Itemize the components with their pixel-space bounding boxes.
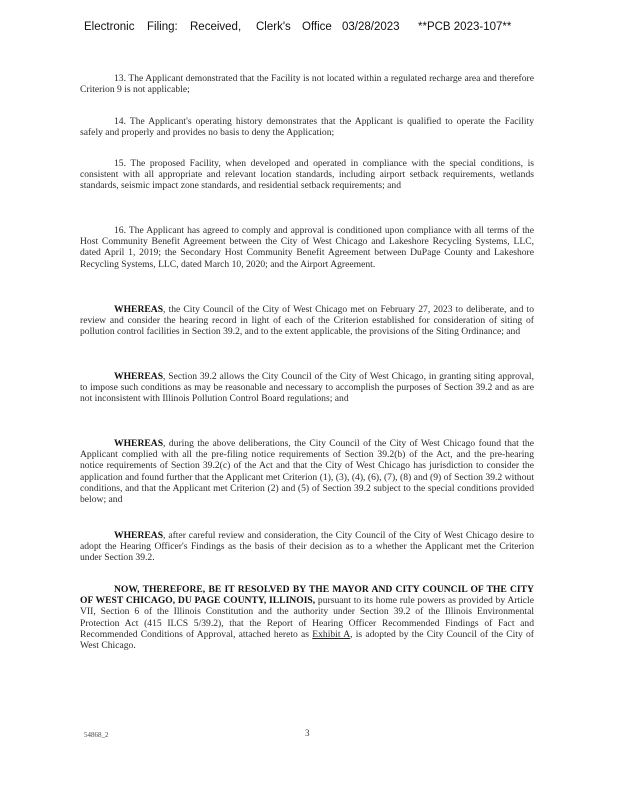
whereas-1: [80, 304, 534, 338]
header-filing: Filing:: [147, 21, 178, 33]
whereas-3: [80, 438, 534, 505]
paragraph-16-text: 16. The Applicant has agreed to comply and approval is conditioned upon compliance with all terms of the Host Community Benefit Agreement between the City of West Chicago and Lakeshore Recycling Systems, LLC, dated April 1, 2019; the Secondary Host Community Benefit Agreement between DuPage County and Lakeshore Recycling Systems, LLC, dated March 10, 2020; and the Airport Agreement.: [80, 225, 534, 270]
paragraph-13: [80, 73, 534, 95]
resolution-text: pursuant to its home rule powers as provided by Article VII, Section 6 of the Illinois Constitution and the authority under Section 39.2 of the Illinois Environmental Protection Act (415 ILCS 5/39.2), that the Report of Hearing Officer Recommended Findings of Fact and Recommended Conditions of Approval, attached hereto as: [80, 595, 534, 640]
paragraph-15-text: 15. The proposed Facility, when developed and operated in compliance with the special conditions, is consistent with all appropriate and relevant location standards, including airport setback requirements, wetlands standards, seismic impact zone standards, and residential setback requirements; and: [80, 158, 534, 192]
header-docket: **PCB 2023-107**: [418, 21, 512, 33]
whereas-4-text: , after careful review and consideration, the City Council of the City of West Chicago desire to adopt the Hearing Officer's Findings as the basis of their decision as to a whether the Applicant met the Criterion under Section 39.2.: [80, 530, 534, 564]
whereas-2: [80, 371, 534, 405]
whereas-2-text: , Section 39.2 allows the City Council of the City of West Chicago, in granting siting approval, to impose such conditions as may be reasonable and necessary to accomplish the purposes of Section 39.2 and as are not inconsistent with Illinois Pollution Control Board regulations; and: [80, 371, 534, 405]
whereas-3-keyword: WHEREAS: [114, 438, 164, 449]
whereas-2-keyword: WHEREAS: [114, 371, 164, 382]
resolution-paragraph: [80, 584, 534, 651]
whereas-1-text: , the City Council of the City of West Chicago met on February 27, 2023 to deliberate, and to review and consider the hearing record in light of each of the Criterion established for consideration of siting of pollution control facilities in Section 39.2, and to the extent applicable, the provisions of the Siting Ordinance; and: [80, 304, 534, 338]
header-office: Office: [302, 21, 332, 33]
page-number: 3: [305, 728, 310, 738]
whereas-1-keyword: WHEREAS: [114, 304, 164, 315]
header-electronic: Electronic: [84, 21, 135, 33]
header-received: Received,: [190, 21, 242, 33]
paragraph-13-text: 13. The Applicant demonstrated that the Facility is not located within a regulated recharge area and therefore Criterion 9 is not applicable;: [80, 73, 534, 96]
resolution-end: , is adopted by the City Council of the City of West Chicago.: [80, 628, 534, 652]
whereas-4-keyword: WHEREAS: [114, 530, 164, 541]
whereas-3-text: , during the above deliberations, the City Council of the City of West Chicago found that the Applicant complied with all the pre-filing notice requirements of Section 39.2(b) of the Act, and the pre-hearing notice requirements of Section 39.2(c) of the Act and that the City of West Chicago has jurisdiction to consider the application and found further that the Applicant met Criterion (1), (3), (4), (6), (7), (8) and (9) of Section 39.2 without conditions, and that the Applicant met Criterion (2) and (5) of Section 39.2 subject to the special conditions provided below; and: [80, 438, 534, 506]
paragraph-14-text: 14. The Applicant's operating history demonstrates that the Applicant is qualified to operate the Facility safely and properly and provides no basis to deny the Application;: [80, 116, 534, 139]
document-code: 54868_2: [84, 731, 109, 739]
header-date: 03/28/2023: [342, 21, 400, 33]
whereas-4: [80, 530, 534, 564]
paragraph-15: [80, 158, 534, 192]
paragraph-16: [80, 225, 534, 270]
header-clerks: Clerk's: [256, 21, 291, 33]
exhibit-a-reference: Exhibit A: [312, 628, 351, 640]
paragraph-14: [80, 116, 534, 138]
resolution-heading: NOW, THEREFORE, BE IT RESOLVED BY THE MAYOR AND CITY COUNCIL OF THE CITY OF WEST CHICAGO, DU PAGE COUNTY, ILLINOIS,: [80, 584, 534, 607]
